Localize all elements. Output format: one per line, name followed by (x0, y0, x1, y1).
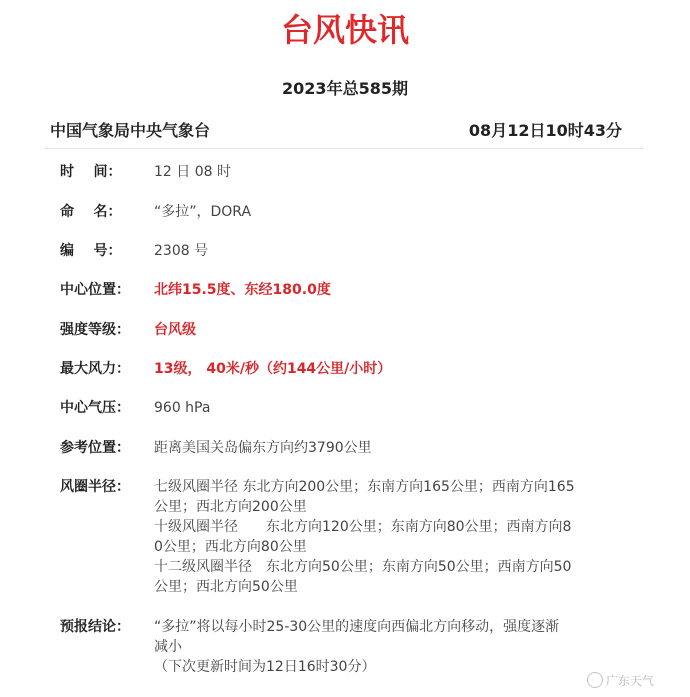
field-wind-radius-value (154, 477, 614, 597)
wind-radius-line: 公里；西北方向200公里 (154, 499, 307, 515)
field-forecast-label: 预报结论： (60, 619, 130, 635)
forecast-line: （下次更新时间为12日16时30分） (154, 659, 376, 675)
forecast-line: 减小 (154, 639, 182, 655)
field-max-wind-value: 13级， 40米/秒（约144公里/小时） (154, 361, 392, 377)
wind-radius-line: 0公里；西北方向80公里 (154, 539, 307, 555)
issue-number: 2023年总585期 (282, 79, 408, 98)
field-name-label: 命 名： (60, 204, 122, 220)
wind-radius-line: 十二级风圈半径 东北方向50公里；东南方向50公里；西南方向50 (154, 559, 572, 575)
field-pressure-value: 960 hPa (154, 400, 211, 416)
field-intensity-label: 强度等级： (60, 322, 130, 338)
forecast-line: “多拉”将以每小时25-30公里的速度向西偏北方向移动，强度逐渐 (154, 619, 560, 635)
wind-radius-line: 十级风圈半径 东北方向120公里；东南方向80公里；西南方向8 (154, 519, 572, 535)
field-center-value: 北纬15.5度、东经180.0度 (154, 282, 331, 298)
field-max-wind-label: 最大风力： (60, 361, 130, 377)
issue-datetime: 08月12日10时43分 (468, 121, 622, 140)
wind-radius-line: 七级风圈半径 东北方向200公里；东南方向165公里；西南方向165 (154, 479, 575, 495)
wind-radius-line: 公里；西北方向50公里 (154, 579, 298, 595)
field-time-value: 12 日 08 时 (154, 164, 231, 180)
header-divider (44, 148, 644, 149)
weibo-watermark (587, 672, 654, 689)
agency-name: 中国气象局中央气象台 (50, 121, 211, 140)
weibo-icon (587, 672, 603, 688)
field-number-label: 编 号： (60, 243, 122, 259)
watermark-text: 广东天气 (605, 674, 654, 688)
field-reference-value: 距离美国关岛偏东方向约3790公里 (154, 440, 372, 456)
field-center-label: 中心位置： (60, 282, 130, 298)
page-title: 台风快讯 (280, 11, 409, 49)
field-pressure-label: 中心气压： (60, 400, 130, 416)
field-number-value: 2308 号 (154, 243, 209, 259)
field-intensity-value: 台风级 (154, 322, 196, 338)
field-forecast-value (154, 617, 614, 677)
field-name-value: “多拉”，DORA (154, 204, 252, 220)
field-time-label: 时 间： (60, 164, 122, 180)
field-reference-label: 参考位置： (60, 440, 130, 456)
field-wind-radius-label: 风圈半径： (60, 479, 130, 495)
